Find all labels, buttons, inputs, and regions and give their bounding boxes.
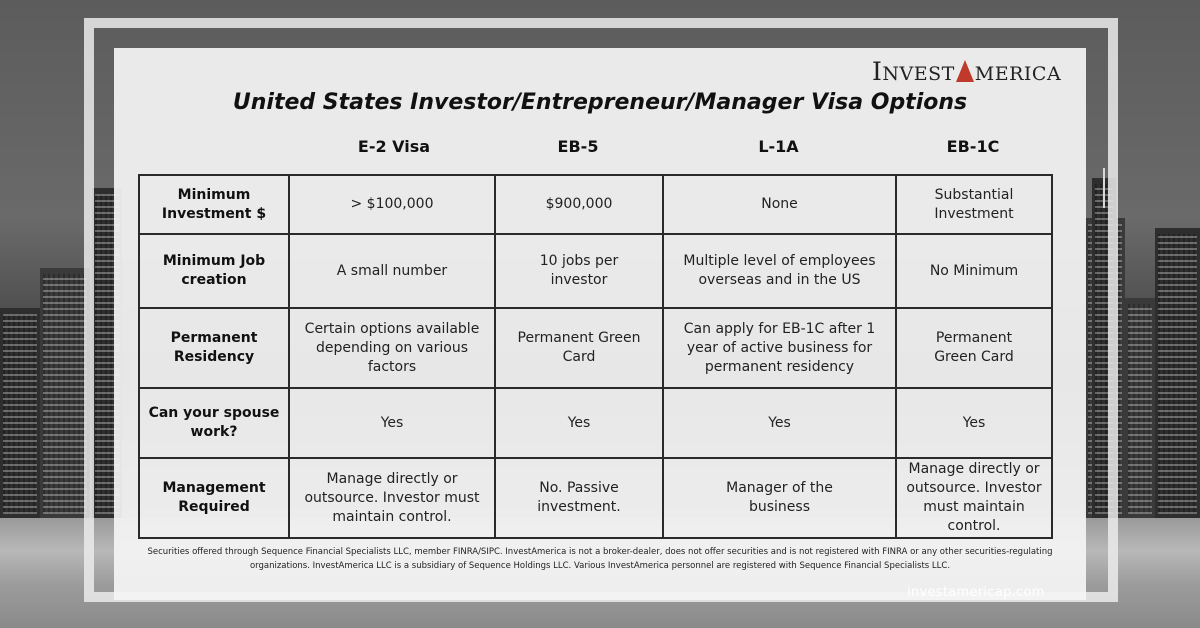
column-header-eb1c: EB-1C [946,137,1000,156]
table-cell: 10 jobs per investor [495,234,663,308]
table-cell: No Minimum [896,234,1052,308]
table-cell: Yes [289,388,495,458]
row-header: Can your spouse work? [139,388,289,458]
page-title: United States Investor/Entrepreneur/Manager Visa Options [232,90,968,115]
table-cell: Certain options available depending on various factors [289,308,495,388]
table-cell: Yes [896,388,1052,458]
website-url[interactable]: investamericap.com [907,585,1045,600]
table-cell: > $100,000 [289,175,495,234]
column-header-l1a: L-1A [758,137,799,156]
row-header: Permanent Residency [139,308,289,388]
table-cell: Manage directly or outsource. Investor must maintain control. [289,458,495,538]
table-cell: Manage directly or outsource. Investor must maintain control. [896,458,1052,538]
table-cell: Permanent Green Card [896,308,1052,388]
table-cell: Manager of the business [663,458,896,538]
table-cell: Yes [495,388,663,458]
table-cell: Substantial Investment [896,175,1052,234]
table-cell: Yes [663,388,896,458]
investamerica-logo: INVEST MERICA [872,57,1062,86]
table-cell: None [663,175,896,234]
table-cell: No. Passive investment. [495,458,663,538]
table-cell: $900,000 [495,175,663,234]
table-cell: A small number [289,234,495,308]
row-header: Minimum Job creation [139,234,289,308]
row-header: Minimum Investment $ [139,175,289,234]
legal-disclaimer: Securities offered through Sequence Financial Specialists LLC, member FINRA/SIPC. InvestAmerica is not a broker-dealer, does not offer securities and is not registered with FINRA or any other securities-regulating organizations. InvestAmerica LLC is a subsidiary of Sequence Holdings LLC. Various InvestAmerica personnel are registered with Sequence Financial Specialists LLC. [147,547,1053,571]
table-row [139,175,1052,234]
table-cell: Can apply for EB-1C after 1 year of active business for permanent residency [663,308,896,388]
table-cell: Permanent Green Card [495,308,663,388]
table-row [139,308,1052,388]
row-header: Management Required [139,458,289,538]
table-cell: Multiple level of employees overseas and in the US [663,234,896,308]
table-row [139,234,1052,308]
visa-comparison-table [138,174,1053,539]
column-header-eb5: EB-5 [557,137,599,156]
table-row [139,388,1052,458]
column-header-e2: E-2 Visa [357,137,431,156]
table-row [139,458,1052,538]
